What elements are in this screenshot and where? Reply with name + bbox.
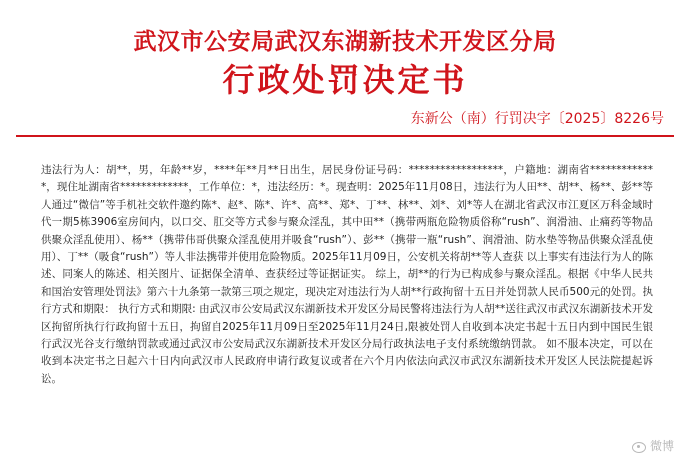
issuing-authority: 武汉市公安局武汉东湖新技术开发区分局 bbox=[133, 29, 557, 55]
weibo-icon bbox=[632, 440, 647, 452]
red-divider bbox=[16, 135, 674, 137]
document-title: 行政处罚决定书 bbox=[222, 61, 468, 99]
decision-body: 违法行为人：胡**，男，年龄**岁，****年**月**日出生，居民身份证号码：******************，户籍地：湖南省*************，现住址湖南省*************，工作单位：*，违法经历：*。现查明：2025年11月08日，违法行为人田**、胡**、杨**、彭**等人通过“微信”等手机社交软件邀约陈*、赵*、陈*、许*、高**、郑*、丁**、林**、刘*、刘*等人在湖北省武汉市江夏区万科金域时代一期5栋3906室房间内，以口交、肛交等方式参与聚众淫乱，其中田**（携带两瓶危险物质俗称“rush”、润滑油、止痛药等物品供聚众淫乱使用）、杨**（携带伟哥供聚众淫乱使用并吸食“rush”）、彭**（携带一瓶“rush”、润滑油、防水垫等物品供聚众淫乱使用）、丁**（吸食“rush”）等人非法携带并使用危险物质。2025年11月09日，公安机关将胡**等人查获 以上事实有违法行为人的陈述、同案人的陈述、相关图片、证据保全清单、查获经过等证据证实。 综上，胡**的行为已构成参与聚众淫乱。根据《中华人民共和国治安管理处罚法》第六十九条第一款第三项之规定，现决定对违法行为人胡**行政拘留十五日并处罚款人民币500元的处罚。执行方式和期限： 执行方式和期限: 由武汉市公安局武汉东湖新技术开发区分局民警将违法行为人胡**送往武汉市武汉东湖新技术开发区拘留所执行行政拘留十五日，拘留自2025年11月09日至2025年11月24日,限被处罚人自收到本决定书起十五日内到中国民生银行武汉光谷支行缴纳罚款或通过武汉市公安局武汉东湖新技术开发区分局行政执法电子支付系统缴纳罚款。 如不服本决定，可以在收到本决定书之日起六十日内向武汉市人民政府申请行政复议或者在六个月内依法向武汉市武汉东湖新技术开发区人民法院提起诉讼。 bbox=[41, 164, 653, 385]
document-number: 东新公（南）行罚决字〔2025〕8226号 bbox=[410, 111, 664, 127]
watermark-text: 微博 bbox=[649, 439, 674, 453]
watermark bbox=[632, 437, 674, 454]
